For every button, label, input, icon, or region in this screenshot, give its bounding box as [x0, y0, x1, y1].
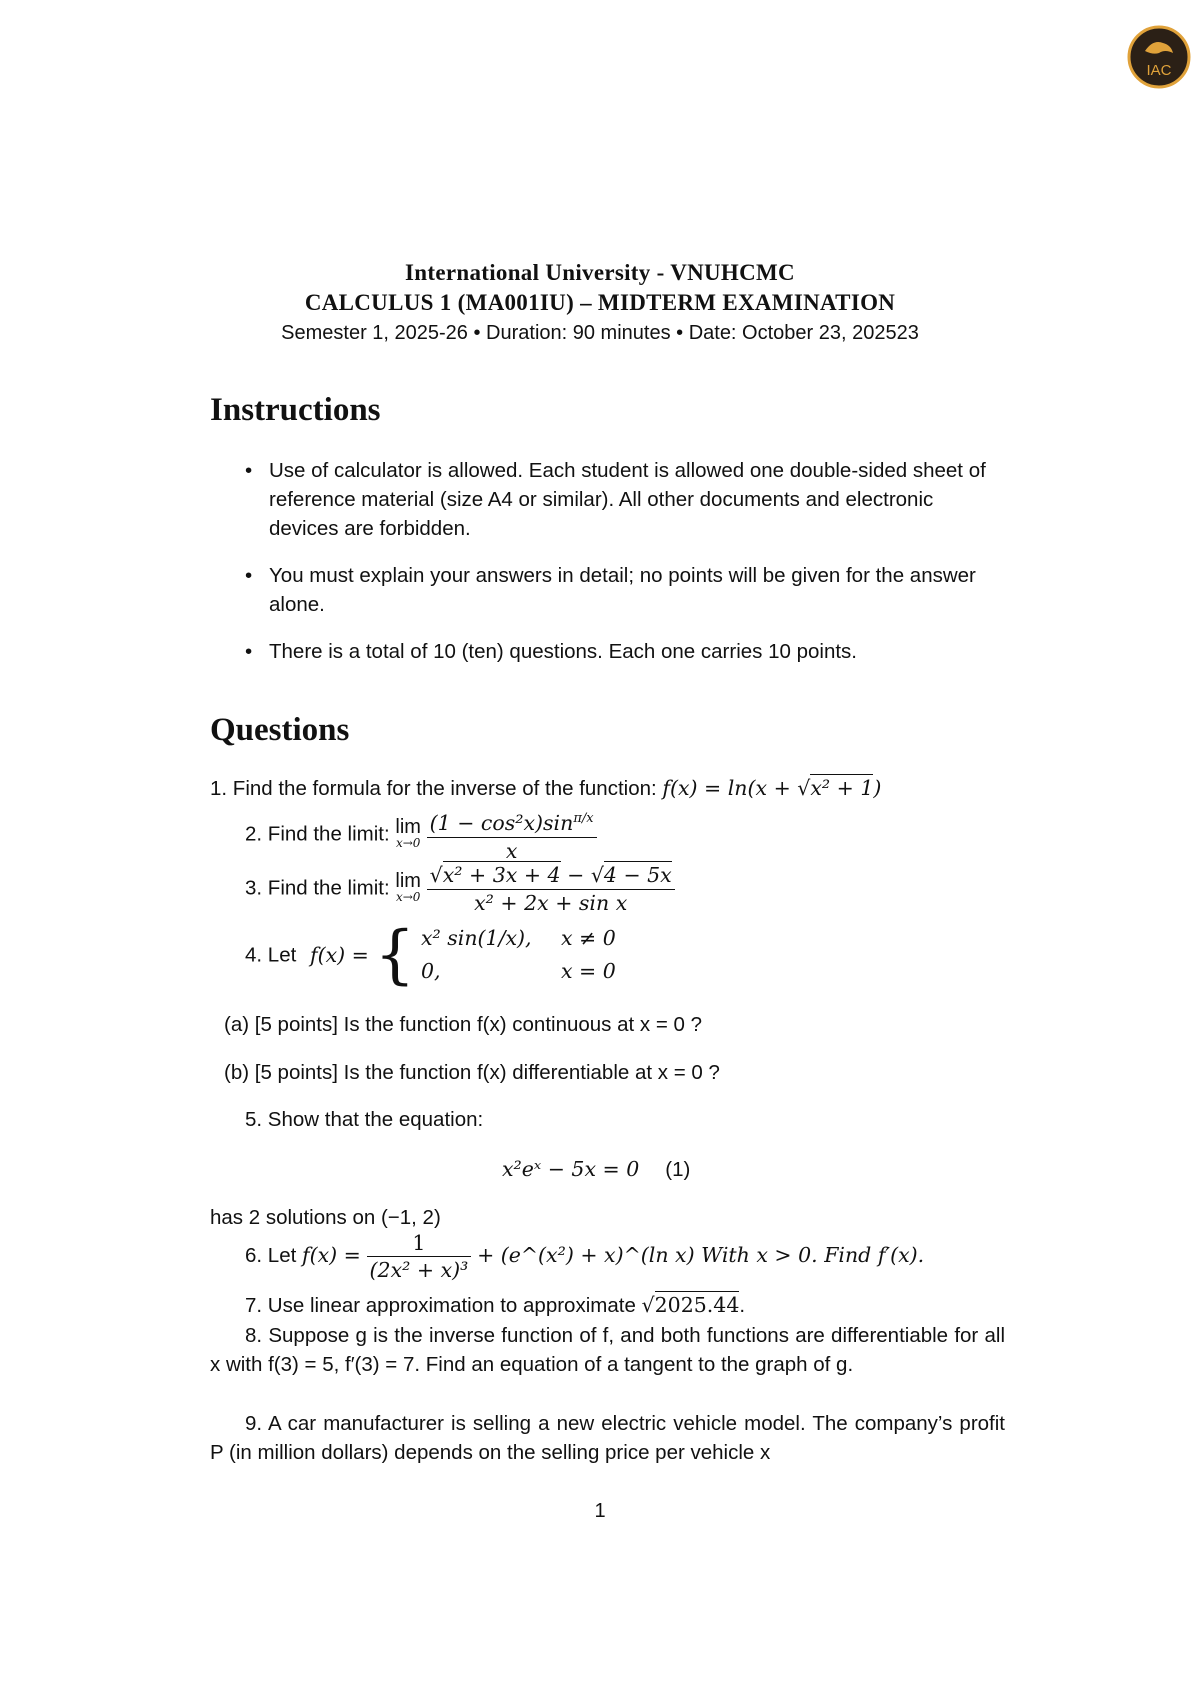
question-4b: (b) [5 points] Is the function f(x) differentiable at x = 0 ? [224, 1061, 720, 1084]
instruction-item: • You must explain your answers in detail; no points will be given for the answer alone. [245, 564, 976, 616]
university-name: International University - VNUHCMC [405, 260, 795, 285]
questions-heading: Questions [210, 712, 350, 748]
question-4a: (a) [5 points] Is the function f(x) continuous at x = 0 ? [224, 1013, 703, 1036]
instruction-item: • Use of calculator is allowed. Each student is allowed one double-sided sheet of reference material (size A4 or similar). All other documents and electronic devices are forbidden. [245, 459, 986, 540]
instructions-list [245, 456, 1005, 684]
question-4: 4. Let f(x) = { x² sin(1/x), x ≠ 0 0, x = 0 [245, 918, 616, 992]
question-3: 3. Find the limit: lim x→0 $\frac{\text{√x² + 3x + 4 − √4 − 5x}}{\text{x² + 2x + sin x}}$ [245, 862, 675, 916]
question-9: 9. A car manufacturer is selling a new electric vehicle model. The company’s profit P (in million dollars) depends on the selling price per vehicle x [210, 1412, 1005, 1464]
question-5-equation: x²eˣ − 5x = 0 (1) [502, 1157, 691, 1181]
logo-text: IAC [1146, 62, 1172, 79]
exam-details: Semester 1, 2025-26 • Duration: 90 minutes • Date: October 23, 202523 [281, 322, 919, 344]
question-5: 5. Show that the equation: [245, 1108, 484, 1131]
university-logo [1127, 25, 1191, 89]
exam-title: CALCULUS 1 (MA001IU) – MIDTERM EXAMINATION [304, 290, 896, 315]
question-5-continuation: has 2 solutions on (−1, 2) [210, 1206, 441, 1229]
question-6: 6. Let f(x) = $\frac{1}{\text{(2x² + x)³}}$ + (e^(x²) + x)^(ln x) With x > 0. Find f′(x). [245, 1231, 925, 1282]
question-1: 1. Find the formula for the inverse of the function: f(x) = ln(x + √x² + 1) [210, 776, 882, 800]
instruction-item: • There is a total of 10 (ten) questions. Each one carries 10 points. [245, 640, 857, 663]
question-2: 2. Find the limit: lim x→0 $\frac{(1 - \cos^2x)\sin^{\pi/x}}{x}$ [245, 806, 597, 864]
exam-header [0, 258, 1200, 348]
question-7: 7. Use linear approximation to approximate √2025.44. [245, 1293, 746, 1317]
instructions-heading: Instructions [210, 392, 381, 428]
question-8: 8. Suppose g is the inverse function of f, and both functions are differentiable for all x with f(3) = 5, f′(3) = 7. Find an equation of a tangent to the graph of g. [210, 1324, 1005, 1376]
page-number: 1 [594, 1500, 606, 1522]
